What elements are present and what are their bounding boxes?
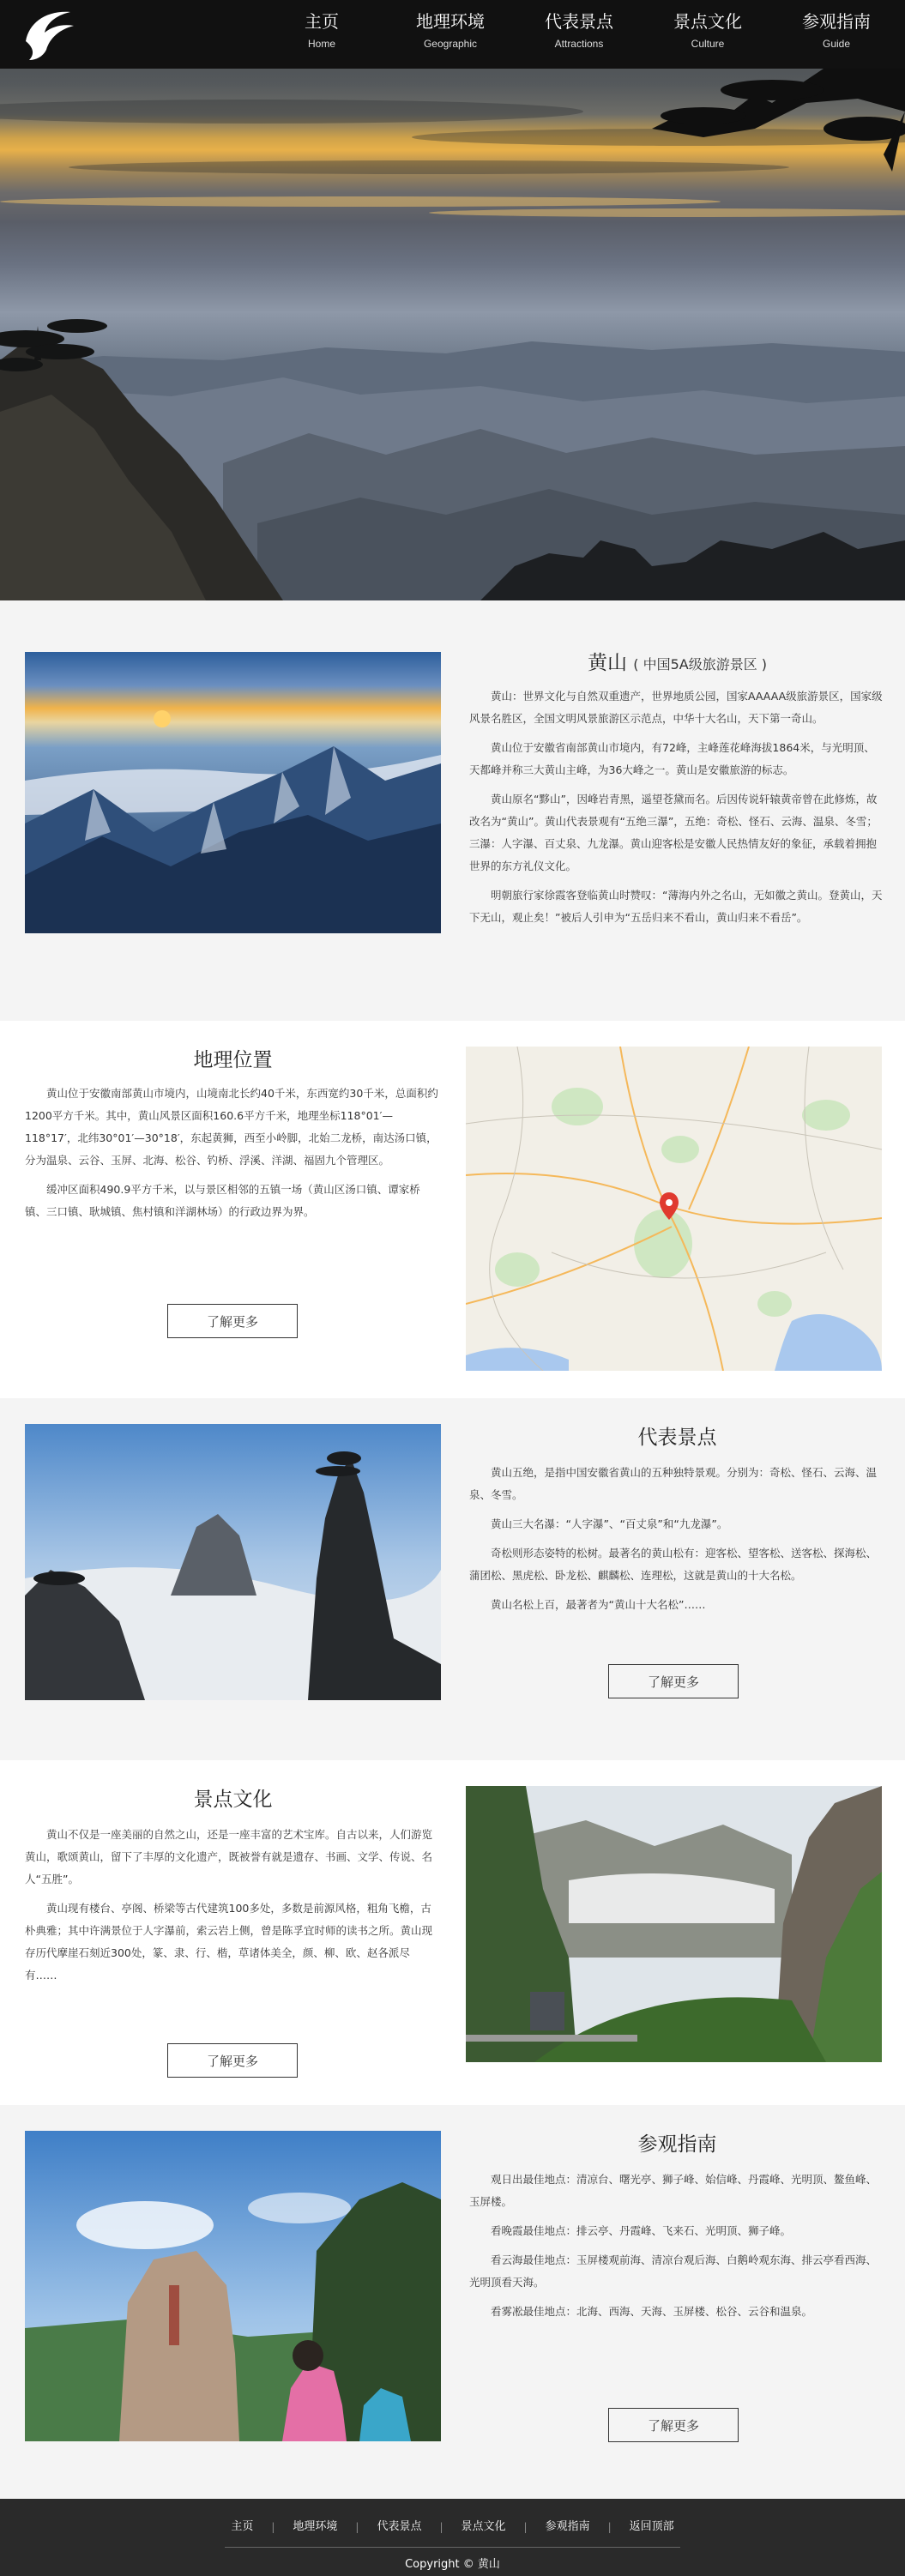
- copyright-text: Copyright © 黄山: [405, 2558, 500, 2571]
- nav-sublabel: Attractions: [554, 38, 604, 50]
- nav-label: 主页: [305, 11, 339, 32]
- guide-text: [469, 2131, 885, 2323]
- footer-link-home[interactable]: 主页: [231, 2520, 254, 2533]
- nav-label: 景点文化: [673, 11, 742, 32]
- footer-separator: |: [439, 2521, 443, 2533]
- intro-section: [0, 600, 905, 1021]
- guide-paragraph: 看晚霞最佳地点：排云亭、丹霞峰、飞来石、光明顶、狮子峰。: [491, 2224, 792, 2237]
- footer-separator: |: [523, 2521, 528, 2533]
- geo-map-image[interactable]: [466, 1047, 882, 1371]
- footer-link-culture[interactable]: 景点文化: [461, 2520, 506, 2533]
- site-header: [0, 0, 905, 69]
- intro-paragraph: 黄山位于安徽省南部黄山市境内，有72峰，主峰莲花峰海拔1864米，与光明顶、天都峰并称三大黄山主峰，为36大峰之一。黄山是安徽旅游的标志。: [469, 741, 875, 776]
- hero-banner: [0, 0, 905, 600]
- nav-label: 参观指南: [802, 11, 871, 32]
- guide-paragraph: 看云海最佳地点：玉屏楼观前海、清凉台观后海、白鹅岭观东海、排云亭看西海、光明顶看天海。: [469, 2253, 878, 2289]
- guide-section: [0, 2105, 905, 2499]
- footer-divider: [225, 2547, 680, 2548]
- culture-more-button[interactable]: 了解更多: [167, 2043, 298, 2078]
- footer-link-back-to-top[interactable]: 返回顶部: [629, 2520, 674, 2533]
- spots-paragraph: 奇松则形态姿特的松树。最著名的黄山松有：迎客松、望客松、送客松、探海松、蒲团松、黑虎松、卧龙松、麒麟松、连理松，这就是黄山的十大名松。: [469, 1547, 878, 1582]
- intro-title: [469, 649, 885, 679]
- nav-item-culture[interactable]: [643, 0, 772, 69]
- guide-photo: [25, 2131, 441, 2441]
- nav-sublabel: Culture: [691, 38, 725, 50]
- intro-title-sub: ( 中国5A级旅游景区 ): [633, 656, 768, 673]
- nav-item-geographic[interactable]: [386, 0, 515, 69]
- geo-more-button[interactable]: 了解更多: [167, 1304, 298, 1338]
- footer-separator: |: [271, 2521, 275, 2533]
- culture-text: [25, 1786, 441, 1987]
- spots-photo: [25, 1424, 441, 1700]
- guide-paragraph: 观日出最佳地点：清凉台、曙光亭、狮子峰、始信峰、丹霞峰、光明顶、鳌鱼峰、玉屏楼。: [469, 2173, 878, 2208]
- nav-label: 地理环境: [416, 11, 485, 32]
- spots-title: 代表景点: [637, 1427, 717, 1449]
- spots-paragraph: 黄山五绝，是指中国安徽省黄山的五种独特景观。分别为：奇松、怪石、云海、温泉、冬雪。: [469, 1466, 878, 1501]
- spots-paragraph: 黄山名松上百，最著者为“黄山十大名松”……: [491, 1598, 706, 1611]
- footer-link-attractions[interactable]: 代表景点: [377, 2520, 422, 2533]
- geo-section: [0, 1021, 905, 1398]
- footer-link-guide[interactable]: 参观指南: [545, 2520, 590, 2533]
- intro-text: [469, 649, 885, 929]
- spots-text: [469, 1424, 885, 1616]
- logo-icon[interactable]: [21, 7, 79, 62]
- guide-title: 参观指南: [637, 2133, 717, 2156]
- guide-paragraph: 看雾凇最佳地点：北海、西海、天海、玉屏楼、松谷、云谷和温泉。: [491, 2305, 813, 2318]
- intro-paragraph: 黄山：世界文化与自然双重遗产，世界地质公园，国家AAAAA级旅游景区，国家级风景名胜区，全国文明风景旅游区示范点，中华十大名山，天下第一奇山。: [469, 690, 883, 725]
- guide-more-button[interactable]: 了解更多: [608, 2408, 739, 2442]
- spots-more-button[interactable]: 了解更多: [608, 1664, 739, 1698]
- culture-photo: [466, 1786, 882, 2062]
- site-footer: [0, 2499, 905, 2576]
- culture-paragraph: 黄山现有楼台、亭阁、桥梁等古代建筑100多处，多数是前源风格，粗角飞檐，古朴典雅；其中许满景位于人字瀑前，索云岩上侧，曾是陈孚宜时师的读书之所。黄山现存历代摩崖石刻近300处，篆、隶、行、楷，草诸体美全，颜、柳、欧、赵各派尽有……: [25, 1902, 433, 1982]
- culture-title: 景点文化: [193, 1789, 273, 1811]
- nav-item-guide[interactable]: [772, 0, 901, 69]
- footer-separator: |: [355, 2521, 359, 2533]
- intro-title-main: 黄山: [587, 652, 627, 674]
- spots-section: [0, 1398, 905, 1760]
- geo-title: 地理位置: [193, 1049, 273, 1071]
- nav-label: 代表景点: [545, 11, 613, 32]
- intro-photo: [25, 652, 441, 933]
- footer-nav: [0, 2520, 905, 2534]
- geo-paragraph: 缓冲区面积490.9平方千米，以与景区相邻的五镇一场（黄山区汤口镇、谭家桥镇、三口镇、耿城镇、焦村镇和洋湖林场）的行政边界为界。: [25, 1183, 420, 1218]
- nav-sublabel: Geographic: [423, 38, 478, 50]
- intro-paragraph: 明朝旅行家徐霞客登临黄山时赞叹：“薄海内外之名山，无如徽之黄山。登黄山，天下无山，观止矣！”被后人引申为“五岳归来不看山，黄山归来不看岳”。: [469, 889, 883, 924]
- main-nav: [257, 0, 901, 69]
- hero-landscape-image: [0, 0, 905, 600]
- culture-section: [0, 1760, 905, 2105]
- intro-paragraph: 黄山原名“黟山”，因峰岩青黑，遥望苍黛而名。后因传说轩辕黄帝曾在此修炼，故改名为“黄山”。黄山代表景观有“五绝三瀑”，五绝：奇松、怪石、云海、温泉、冬雪；三瀑：人字瀑、百丈泉、九龙瀑。黄山迎客松是安徽人民热情友好的象征，承载着拥抱世界的东方礼仪文化。: [469, 793, 878, 872]
- nav-item-attractions[interactable]: [515, 0, 643, 69]
- culture-paragraph: 黄山不仅是一座美丽的自然之山，还是一座丰富的艺术宝库。自古以来，人们游览黄山，歌颂黄山，留下了丰厚的文化遗产，既被誉有就是遗存、书画、文学、传说、名人“五胜”。: [25, 1828, 433, 1885]
- spots-paragraph: 黄山三大名瀑：“人字瀑”、“百丈泉”和“九龙瀑”。: [491, 1517, 728, 1530]
- geo-text: [25, 1047, 441, 1223]
- nav-item-home[interactable]: [257, 0, 386, 69]
- footer-link-geographic[interactable]: 地理环境: [293, 2520, 338, 2533]
- nav-sublabel: Guide: [822, 38, 851, 50]
- nav-sublabel: Home: [307, 38, 335, 50]
- footer-separator: |: [607, 2521, 612, 2533]
- geo-paragraph: 黄山位于安徽南部黄山市境内，山境南北长约40千米，东西宽约30千米，总面积约1200平方千米。其中，黄山风景区面积160.6平方千米，地理坐标118°01′—118°17′，北纬30°01′—30°18′，东起黄狮，西至小岭脚，北始二龙桥，南达汤口镇，分为温泉、云谷、玉屏、北海、松谷、钓桥、浮溪、洋湖、福固九个管理区。: [25, 1087, 438, 1167]
